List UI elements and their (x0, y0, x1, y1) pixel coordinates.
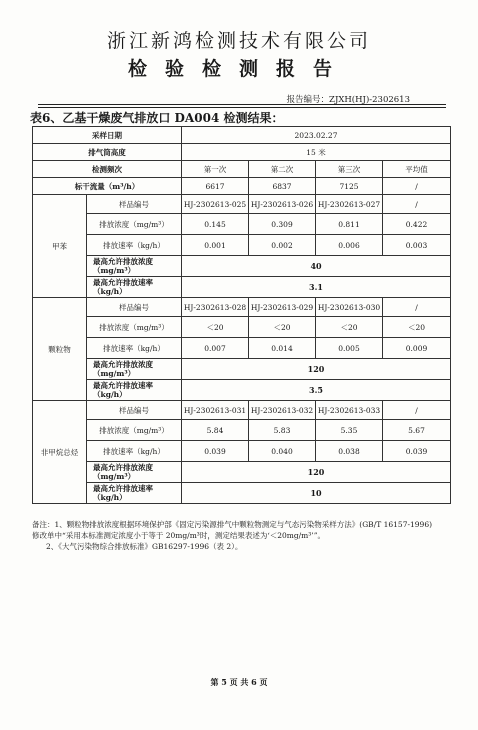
rate-value: 0.001 (182, 235, 249, 256)
flow-value: 7125 (316, 178, 383, 195)
concentration-label: 排放浓度（mg/m³） (87, 214, 182, 235)
concentration-value: 0.309 (249, 214, 316, 235)
concentration-value: 0.811 (316, 214, 383, 235)
sample-no: HJ-2302613-027 (316, 195, 383, 214)
table-row (33, 161, 451, 178)
sample-no-label: 样品编号 (87, 401, 182, 420)
sampling-date: 2023.02.27 (182, 127, 451, 144)
table-row (33, 401, 451, 420)
concentration-value: ＜20 (182, 317, 249, 338)
max-rate-label: 最高允许排放速率（kg/h） (87, 277, 182, 298)
table-row (33, 256, 451, 277)
note-line: 2、《大气污染物综合排放标准》GB16297-1996（表 2）。 (46, 542, 243, 551)
frequency-label: 检测频次 (33, 161, 182, 178)
rate-value: 0.003 (383, 235, 451, 256)
concentration-value: 0.422 (383, 214, 451, 235)
max-concentration-label: 最高允许排放浓度（mg/m³） (87, 462, 182, 483)
concentration-value: 0.145 (182, 214, 249, 235)
rate-value: 0.040 (249, 441, 316, 462)
table-row (33, 298, 451, 317)
rate-label: 排放速率（kg/h） (87, 338, 182, 359)
concentration-label: 排放浓度（mg/m³） (87, 420, 182, 441)
sample-no: HJ-2302613-032 (249, 401, 316, 420)
sample-no: / (383, 298, 451, 317)
sample-no: / (383, 401, 451, 420)
flow-value: 6837 (249, 178, 316, 195)
rate-value: 0.007 (182, 338, 249, 359)
note-line: 备注：1、颗粒物排放浓度根据环境保护部《固定污染源排气中颗粒物测定与气态污染物采样方法》(GB/T 16157-1996) (32, 520, 433, 529)
report-title: 检验检测报告 (127, 58, 350, 80)
results-table (32, 126, 451, 504)
rate-value: 0.014 (249, 338, 316, 359)
freq-header: 平均值 (383, 161, 451, 178)
max-rate-label: 最高允许排放速率（kg/h） (87, 483, 182, 504)
max-rate-value: 10 (182, 483, 451, 504)
flow-value: 6617 (182, 178, 249, 195)
rate-label: 排放速率（kg/h） (87, 441, 182, 462)
sample-no: / (383, 195, 451, 214)
rate-value: 0.038 (316, 441, 383, 462)
max-concentration-value: 120 (182, 359, 451, 380)
concentration-label: 排放浓度（mg/m³） (87, 317, 182, 338)
sample-no: HJ-2302613-030 (316, 298, 383, 317)
table-row (33, 420, 451, 441)
table-row (33, 144, 451, 161)
table-title: 表6、乙基干燥废气排放口 DA004 检测结果： (30, 111, 284, 125)
sample-no: HJ-2302613-029 (249, 298, 316, 317)
sample-no: HJ-2302613-025 (182, 195, 249, 214)
report-number: 报告编号：ZJXH(HJ)-2302613 (286, 95, 410, 105)
table-row (33, 214, 451, 235)
pollutant-name: 甲苯 (33, 195, 87, 298)
max-rate-value: 3.1 (182, 277, 451, 298)
header-rule-thin (38, 107, 446, 108)
table-row (33, 359, 451, 380)
max-rate-value: 3.5 (182, 380, 451, 401)
freq-header: 第二次 (249, 161, 316, 178)
rate-label: 排放速率（kg/h） (87, 235, 182, 256)
table-row (33, 178, 451, 195)
flow-label: 标干流量（m³/h） (33, 178, 182, 195)
rate-value: 0.039 (182, 441, 249, 462)
sample-no: HJ-2302613-031 (182, 401, 249, 420)
table-row (33, 462, 451, 483)
concentration-value: 5.67 (383, 420, 451, 441)
table-row (33, 195, 451, 214)
stack-height: 15 米 (182, 144, 451, 161)
table-row (33, 235, 451, 256)
notes (32, 519, 450, 552)
max-concentration-value: 120 (182, 462, 451, 483)
sample-no-label: 样品编号 (87, 298, 182, 317)
max-rate-label: 最高允许排放速率（kg/h） (87, 380, 182, 401)
concentration-value: ＜20 (249, 317, 316, 338)
rate-value: 0.009 (383, 338, 451, 359)
table-row (33, 127, 451, 144)
table-row (33, 441, 451, 462)
pollutant-name: 非甲烷总烃 (33, 401, 87, 504)
freq-header: 第一次 (182, 161, 249, 178)
header-rule (38, 104, 446, 105)
concentration-value: 5.83 (249, 420, 316, 441)
max-concentration-value: 40 (182, 256, 451, 277)
concentration-value: 5.35 (316, 420, 383, 441)
rate-value: 0.005 (316, 338, 383, 359)
table-row (33, 277, 451, 298)
max-concentration-label: 最高允许排放浓度（mg/m³） (87, 256, 182, 277)
rate-value: 0.039 (383, 441, 451, 462)
concentration-value: ＜20 (383, 317, 451, 338)
page-footer: 第 5 页 共 6 页 (210, 677, 268, 687)
pollutant-name: 颗粒物 (33, 298, 87, 401)
note-line: 修改单中“采用本标准测定浓度小于等于 20mg/m³时，测定结果表述为‘＜20mg/m³’”。 (32, 531, 326, 540)
rate-value: 0.006 (316, 235, 383, 256)
sample-no: HJ-2302613-026 (249, 195, 316, 214)
table-row (33, 380, 451, 401)
company-name: 浙江新鸿检测技术有限公司 (106, 30, 371, 52)
concentration-value: ＜20 (316, 317, 383, 338)
table-row (33, 483, 451, 504)
freq-header: 第三次 (316, 161, 383, 178)
table-row (33, 317, 451, 338)
sample-no-label: 样品编号 (87, 195, 182, 214)
concentration-value: 5.84 (182, 420, 249, 441)
stack-height-label: 排气筒高度 (33, 144, 182, 161)
flow-value: / (383, 178, 451, 195)
rate-value: 0.002 (249, 235, 316, 256)
sampling-date-label: 采样日期 (33, 127, 182, 144)
sample-no: HJ-2302613-033 (316, 401, 383, 420)
max-concentration-label: 最高允许排放浓度（mg/m³） (87, 359, 182, 380)
sample-no: HJ-2302613-028 (182, 298, 249, 317)
table-row (33, 338, 451, 359)
